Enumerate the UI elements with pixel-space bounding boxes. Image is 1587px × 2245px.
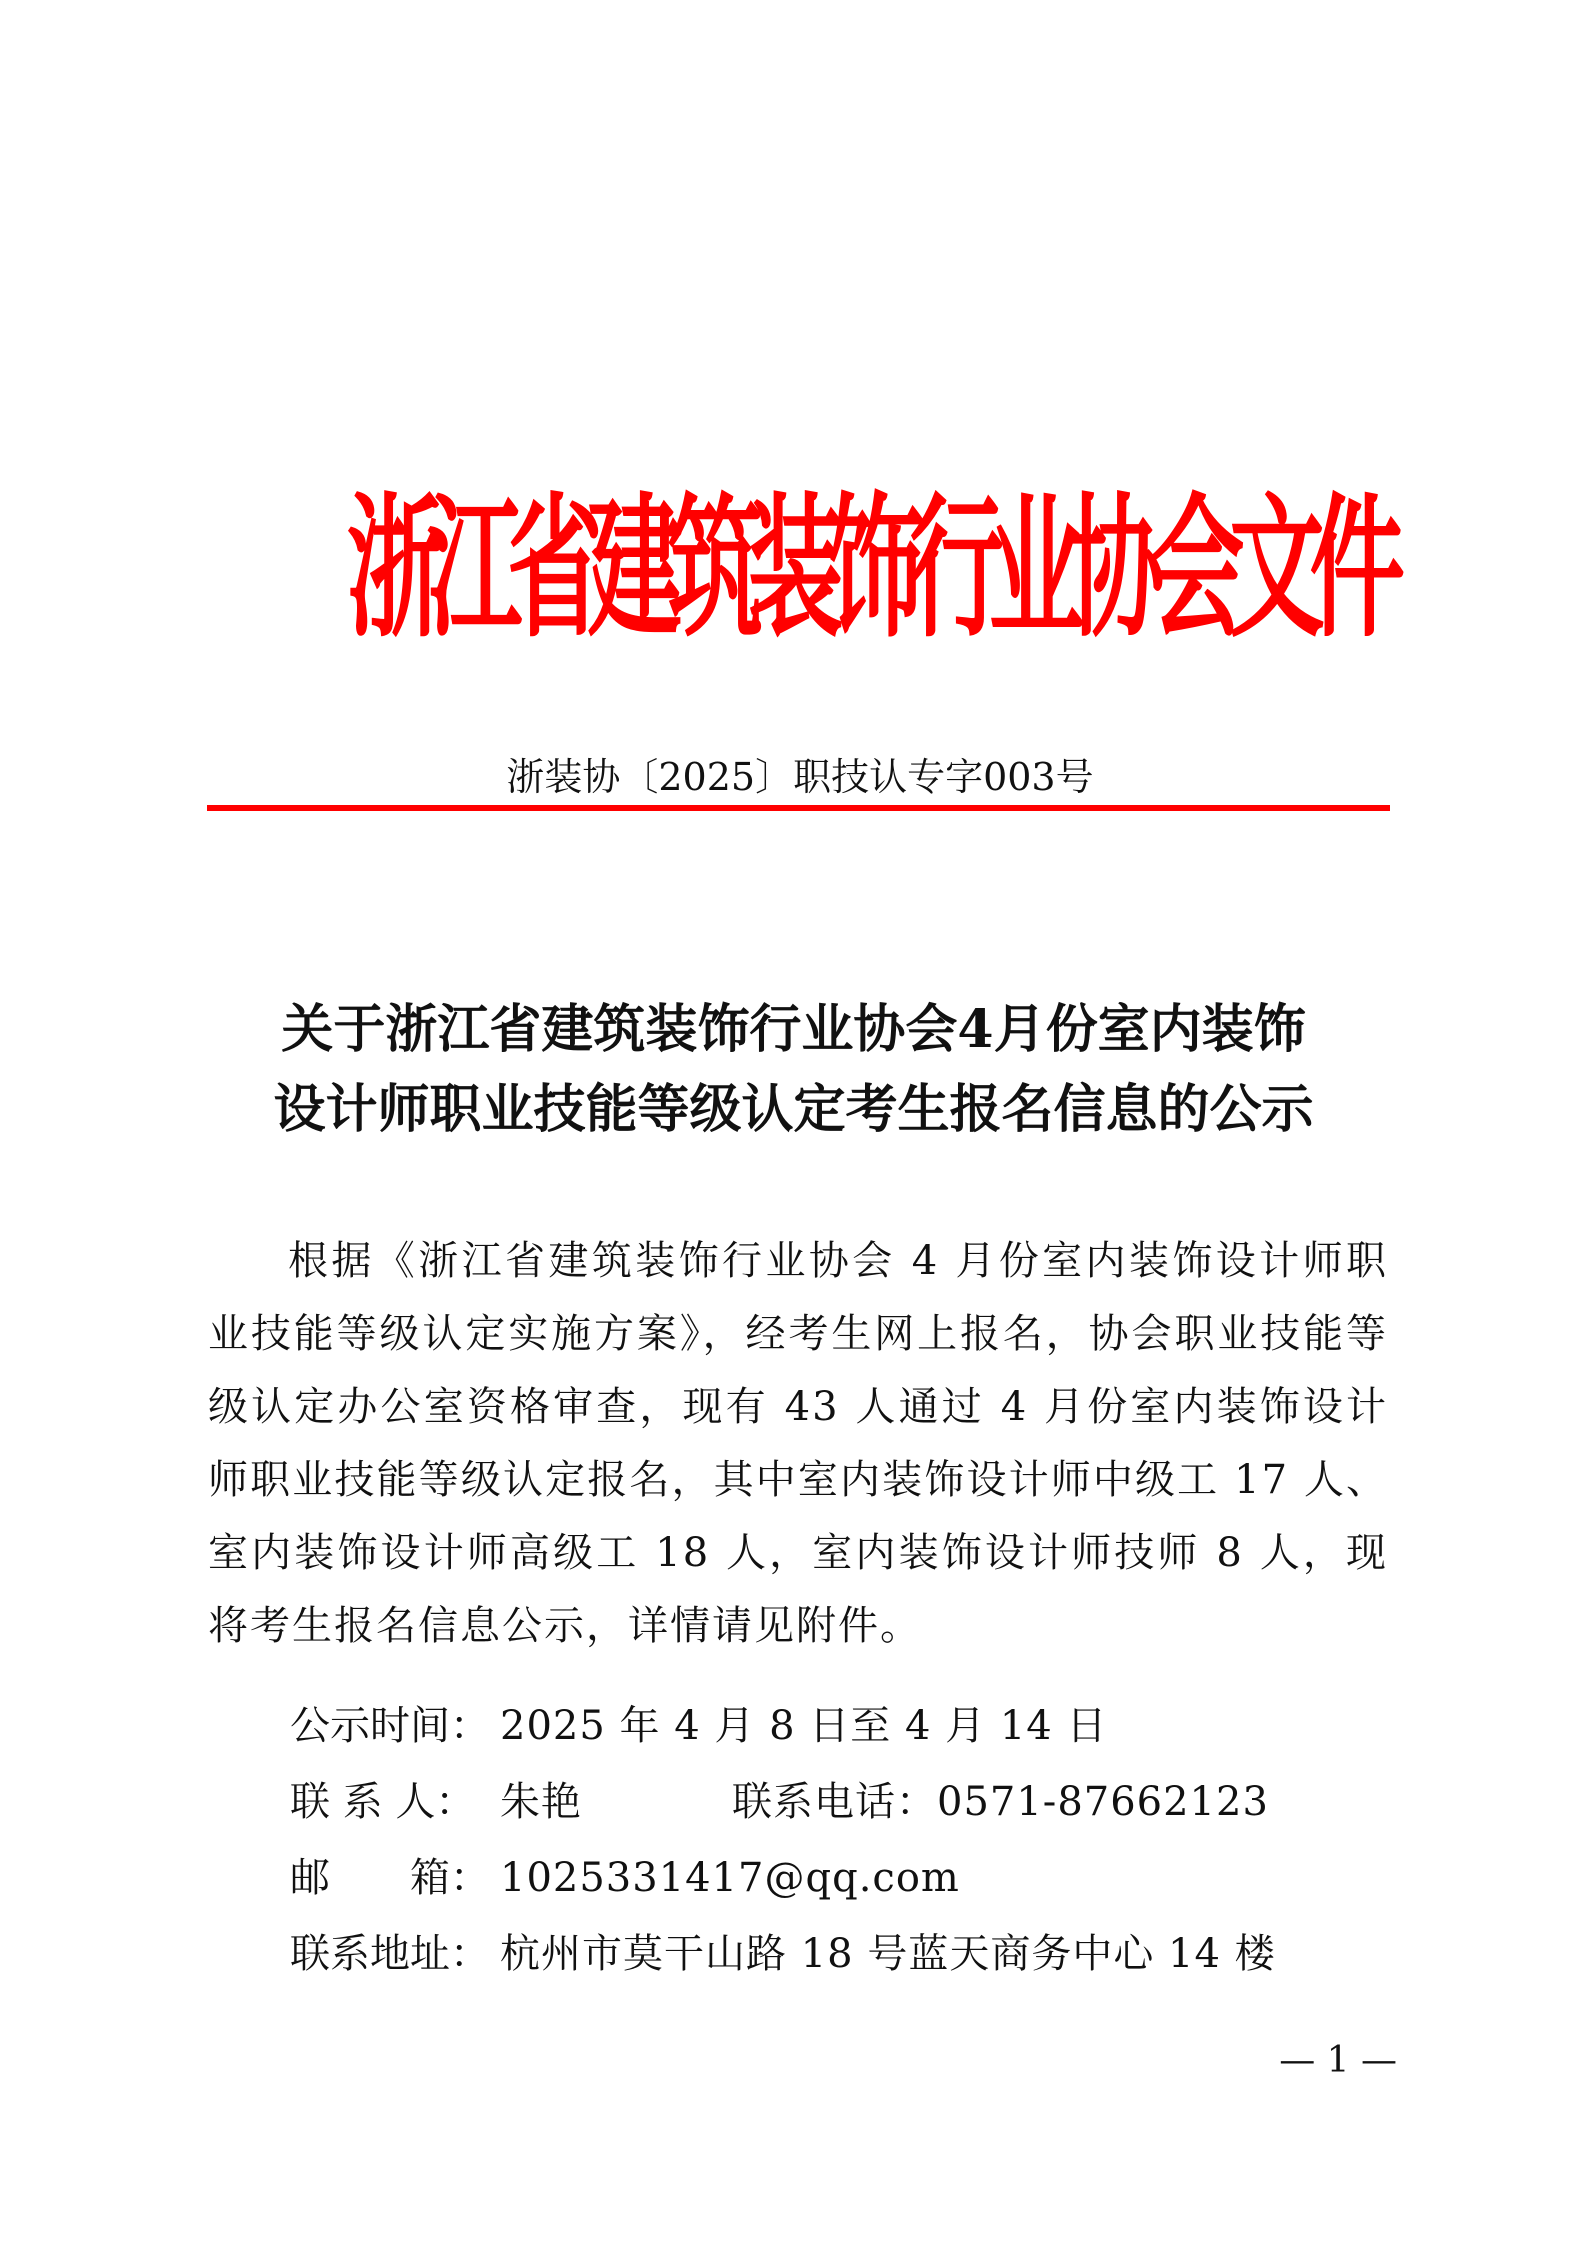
publicity-period-row [290,1688,1390,1764]
address-label: 联系地址： [290,1931,490,1977]
body-paragraph: 根据《浙江省建筑装饰行业协会 4 月份室内装饰设计师职业技能等级认定实施方案》，经考生网上报名，协会职业技能等级认定办公室资格审查，现有 43 人通过 4 月份室内装饰设计师职业技能等级认定报名，其中室内装饰设计师中级工 17 人、室内装饰设计师高级工 18 人，室内装饰设计师技师 8 人，现将考生报名信息公示，详情请见附件。 [208,1238,1388,1649]
notice-title [190,990,1397,1150]
red-divider-line [207,805,1390,811]
address-value: 杭州市莫干山路 18 号蓝天商务中心 14 楼 [500,1931,1276,1977]
document-number: 浙装协〔2025〕职技认专字003号 [506,755,1094,799]
notice-title-line-1: 关于浙江省建筑装饰行业协会4月份室内装饰 [281,999,1306,1060]
email-label: 邮 箱： [290,1855,490,1901]
publicity-period-value: 2025 年 4 月 8 日至 4 月 14 日 [500,1703,1108,1749]
contact-person-row [290,1764,1390,1840]
address-row [290,1916,1390,1992]
contact-person-value: 朱艳 [500,1779,582,1825]
contact-phone-label: 联系电话： [732,1779,937,1825]
contact-phone-value: 0571-87662123 [937,1779,1269,1825]
masthead-title: 浙江省建筑装饰行业协会文件 [346,479,1390,660]
email-row [290,1840,1390,1916]
page-number: — 1 — [1279,2040,1397,2081]
notice-body [208,1225,1388,1663]
contact-info [290,1688,1390,1992]
spacer [582,1764,732,1840]
email-value: 1025331417@qq.com [500,1855,960,1901]
notice-title-line-2: 设计师职业技能等级认定考生报名信息的公示 [273,1079,1314,1140]
publicity-period-label: 公示时间： [290,1703,490,1749]
contact-person-label: 联 系 人： [290,1779,476,1825]
